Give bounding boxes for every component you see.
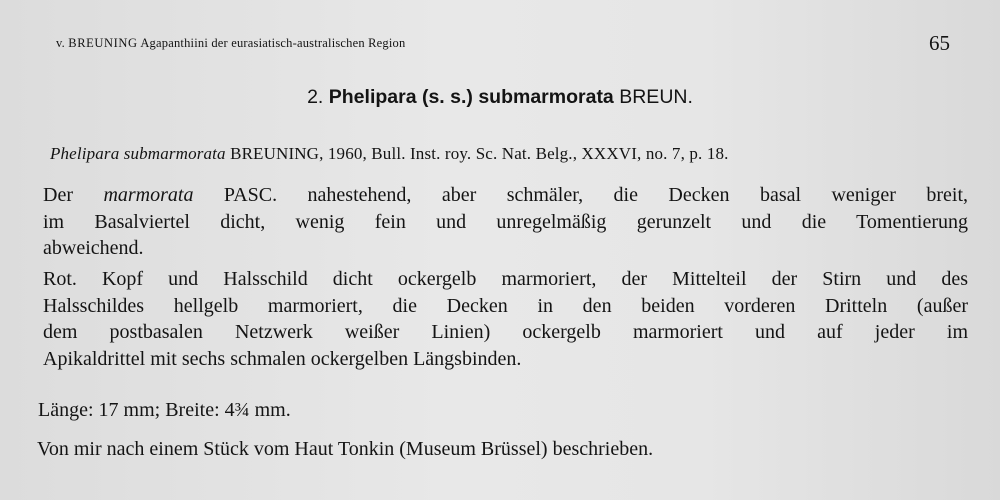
coloration-line-1: Rot. Kopf und Halsschild dicht ockergelb marmoriert, der Mittelteil der Stirn und des xyxy=(43,268,968,290)
measurements: Länge: 17 mm; Breite: 4¾ mm. xyxy=(38,399,291,421)
running-head-title: Agapanthiini der eurasiatisch-australischen Region xyxy=(140,36,406,50)
coloration-line-3: dem postbasalen Netzwerk weißer Linien) ockergelb marmoriert und auf jeder im xyxy=(43,321,968,343)
species-name: Phelipara (s. s.) submarmorata xyxy=(328,86,614,108)
citation xyxy=(50,144,960,164)
diagnosis-line-2: im Basalviertel dicht, wenig fein und unregelmäßig gerunzelt und die Tomentierung xyxy=(43,210,968,233)
species-author: BREUN. xyxy=(619,86,693,108)
diagnosis-line-3: abweichend. xyxy=(43,237,144,259)
running-head xyxy=(56,36,405,51)
description-note: Von mir nach einem Stück vom Haut Tonkin (Museum Brüssel) beschrieben. xyxy=(37,438,654,460)
diagnosis-species-ref: marmorata xyxy=(103,184,194,206)
diagnosis-line-1-start: Der xyxy=(43,184,73,206)
coloration-line-4: Apikaldrittel mit sechs schmalen ockergelben Längsbinden. xyxy=(43,347,522,370)
coloration-line-2: Halsschildes hellgelb marmoriert, die Decken in den beiden vorderen Dritteln (außer xyxy=(43,294,968,317)
diagnosis-line-1-rest: PASC. nahestehend, aber schmäler, die Decken basal weniger breit, xyxy=(223,184,969,206)
species-heading xyxy=(0,86,1000,109)
author-prefix: v. xyxy=(56,36,65,50)
species-number: 2. xyxy=(307,86,324,108)
diagnosis-line-1 xyxy=(43,182,968,209)
page-number: 65 xyxy=(929,31,950,55)
page-header xyxy=(56,31,950,56)
citation-name: Phelipara submarmorata xyxy=(50,144,226,163)
coloration-paragraph xyxy=(43,266,968,372)
running-head-author: BREUNING xyxy=(68,36,138,50)
diagnosis-paragraph xyxy=(43,182,968,262)
citation-reference: BREUNING, 1960, Bull. Inst. roy. Sc. Nat. Belg., XXXVI, no. 7, p. 18. xyxy=(230,144,729,163)
